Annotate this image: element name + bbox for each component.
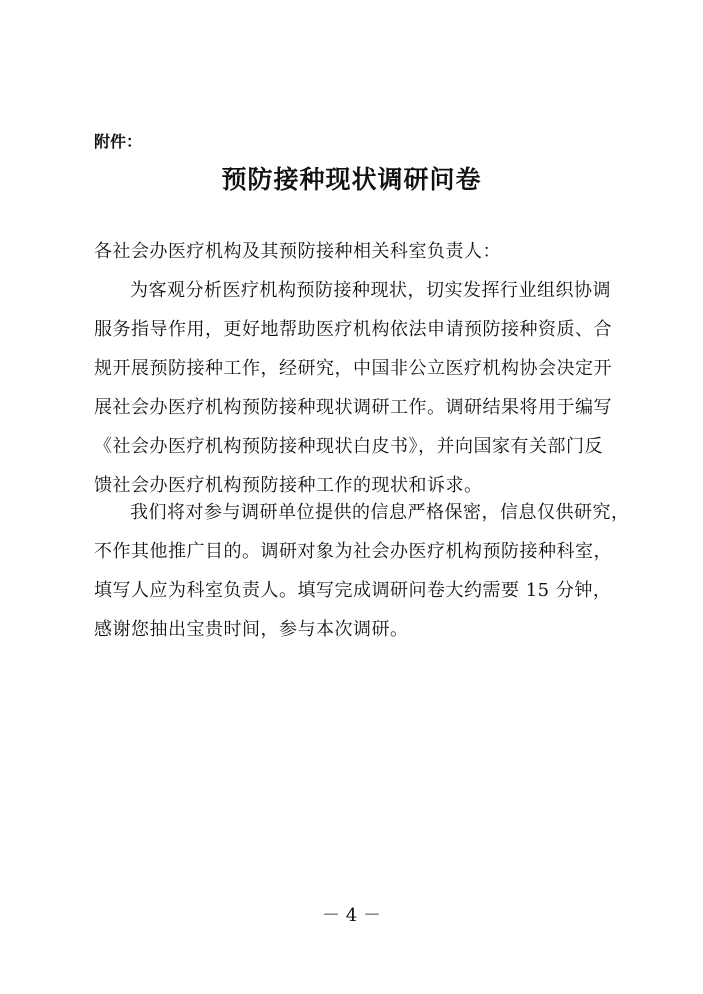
paragraph1-line: 规开展预防接种工作，经研究，中国非公立医疗机构协会决定开 [94,358,612,379]
document-title: 预防接种现状调研问卷 [221,165,482,194]
paragraph2-line: 感谢您抽出宝贵时间，参与本次调研。 [94,619,409,640]
paragraph1-line: 《社会办医疗机构预防接种现状白皮书》，并向国家有关部门反 [94,436,603,457]
paragraph1-line: 展社会办医疗机构预防接种现状调研工作。调研结果将用于编写 [94,397,612,418]
page-number: － 4 － [322,905,381,926]
paragraph1-line: 为客观分析医疗机构预防接种现状，切实发挥行业组织协调 [130,280,611,301]
paragraph1-line: 馈社会办医疗机构预防接种工作的现状和诉求。 [94,475,483,496]
attachment-label: 附件： [94,132,143,151]
paragraph2-line: 我们将对参与调研单位提供的信息严格保密，信息仅供研究， [130,502,630,523]
paragraph2-line: 不作其他推广目的。调研对象为社会办医疗机构预防接种科室， [94,541,612,562]
paragraph1-line: 服务指导作用，更好地帮助医疗机构依法申请预防接种资质、合 [94,319,612,340]
paragraph2-line: 填写人应为科室负责人。填写完成调研问卷大约需要 15 分钟， [94,580,612,601]
salutation: 各社会办医疗机构及其预防接种相关科室负责人： [94,241,501,262]
